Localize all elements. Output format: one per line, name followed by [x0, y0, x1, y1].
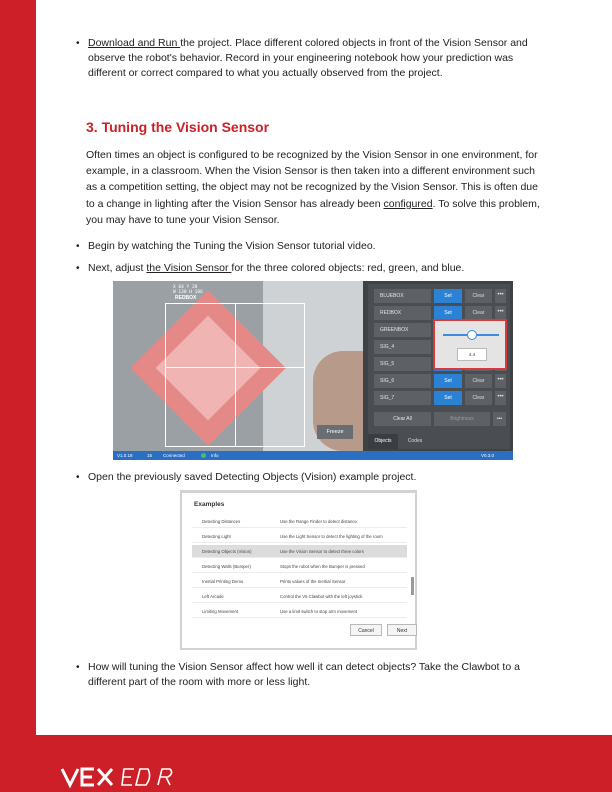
set-button[interactable]: Set: [434, 374, 462, 388]
adjust-text-post: for the three colored objects: red, green, and blue.: [231, 262, 465, 274]
set-button[interactable]: Set: [434, 289, 462, 303]
section-paragraph: [86, 147, 546, 228]
set-button[interactable]: Set: [434, 306, 462, 320]
vex-edr-logo: [60, 763, 200, 791]
connected-status-icon: [201, 453, 206, 458]
example-description: Use the Light Sensor to detect the lighting of the room: [280, 534, 383, 539]
clear-button[interactable]: Clear: [465, 374, 492, 388]
cancel-button[interactable]: Cancel: [350, 624, 382, 636]
list-item[interactable]: [192, 605, 407, 618]
status-bar: [113, 451, 513, 460]
list-item[interactable]: [192, 560, 407, 573]
signature-row-sig7: [374, 391, 506, 405]
signature-name[interactable]: BLUEBOX: [374, 289, 431, 303]
paragraph-text-2: . To solve this problem, you may have to tune your Vision Sensor.: [86, 197, 540, 226]
dialog-title: Examples: [194, 501, 225, 508]
examples-dialog-screenshot: [180, 490, 417, 650]
more-options-icon[interactable]: •••: [493, 412, 506, 426]
more-options-icon[interactable]: •••: [495, 306, 506, 320]
example-name: Left Arcade: [202, 594, 224, 599]
camera-readout: X 84 Y 28 W 130 H 106: [173, 285, 203, 295]
example-description: Use the Range Finder to detect distance: [280, 519, 357, 524]
detection-crosshair-horizontal: [165, 367, 305, 368]
example-description: Prints values of the Inertial Sensor: [280, 579, 346, 584]
status-connected: Connected: [163, 453, 185, 458]
signature-name[interactable]: SIG_5: [374, 357, 431, 371]
example-description: Use the Vision Sensor to detect three colors: [280, 549, 364, 554]
example-description: Use a limit switch to stop arm movement: [280, 609, 358, 614]
example-name: Detecting Walls (Bumper): [202, 564, 251, 569]
left-red-band: [0, 0, 36, 792]
clear-all-button[interactable]: Clear All: [374, 412, 431, 426]
section-heading: 3. Tuning the Vision Sensor: [86, 119, 270, 135]
configured-link[interactable]: configured: [383, 197, 433, 210]
signature-name[interactable]: REDBOX: [374, 306, 431, 320]
example-description: Stops the robot when the Bumper is pressed: [280, 564, 365, 569]
freeze-button[interactable]: Freeze: [317, 425, 353, 439]
clear-button[interactable]: Clear: [465, 306, 492, 320]
camera-view: [113, 281, 363, 451]
bullet-open-example: • Open the previously saved Detecting Objects (Vision) example project.: [88, 470, 548, 485]
status-version: V1.0.18: [117, 453, 133, 458]
example-name: Limiting Movement: [202, 609, 239, 614]
vision-sensor-link[interactable]: the Vision Sensor: [146, 262, 232, 274]
signature-name[interactable]: SIG_6: [374, 374, 431, 388]
examples-dialog: [182, 493, 415, 648]
brightness-button[interactable]: Brightness: [434, 412, 490, 426]
list-item[interactable]: [192, 530, 407, 543]
signature-name[interactable]: GREENBOX: [374, 323, 431, 337]
download-run-link[interactable]: Download and Run: [88, 37, 181, 49]
example-name: Inertial Printing Demo: [202, 579, 244, 584]
signature-row-sig6: [374, 374, 506, 388]
set-button[interactable]: Set: [434, 391, 462, 405]
signature-name[interactable]: SIG_4: [374, 340, 431, 354]
clear-button[interactable]: Clear: [465, 391, 492, 405]
list-item[interactable]: [192, 590, 407, 603]
example-name: Detecting Distances: [202, 519, 241, 524]
detected-object-label: REDBOX: [175, 295, 197, 301]
detection-crosshair-vertical: [235, 303, 236, 447]
status-port: 15: [147, 453, 153, 458]
signature-name[interactable]: SIG_7: [374, 391, 431, 405]
list-item[interactable]: [192, 515, 407, 528]
status-info[interactable]: Info: [211, 453, 219, 458]
more-options-icon[interactable]: •••: [495, 374, 506, 388]
status-right-version: V0.3.0: [481, 453, 495, 458]
more-options-icon[interactable]: •••: [495, 289, 506, 303]
clear-button[interactable]: Clear: [465, 289, 492, 303]
adjust-text-pre: Next, adjust: [88, 262, 147, 274]
tab-codes[interactable]: Codes: [407, 438, 423, 444]
paragraph-text-1: Often times an object is configured to be recognized by the Vision Sensor in one environment, for example, in a classroom. When the Vision Sensor is then taken into a different environment such as a competition setting, the object may not be recognized by the Vision Sensor. This is often due to a change in lighting after the Vision Sensor has already been: [86, 149, 538, 210]
tuning-slider-knob[interactable]: [467, 330, 477, 340]
tab-objects[interactable]: Objects: [368, 434, 398, 449]
example-name: Detecting Light: [202, 534, 231, 539]
next-button[interactable]: Next: [387, 624, 417, 636]
examples-list: [192, 515, 407, 619]
bullet-download-run-text: the project. Place different colored objects in front of the Vision Sensor and observe the robot's behavior. Record in your engineering notebook how your prediction was different or correct compared to what you actually observed from the project.: [88, 37, 528, 79]
example-description: Control the V5 Clawbot with the left joystick: [280, 594, 363, 599]
bullet-watch-video: • Begin by watching the Tuning the Vision Sensor tutorial video.: [88, 239, 548, 254]
tuning-value[interactable]: 4.4: [457, 348, 487, 361]
signature-panel: [368, 284, 510, 449]
signature-row-redbox: [374, 306, 506, 320]
tuning-popup: [433, 319, 507, 370]
example-name: Detecting Objects (Vision): [202, 549, 252, 554]
bullet-tuning-question: • How will tuning the Vision Sensor affect how well it can detect objects? Take the Clawbot to a different part of the room with more or less light.: [88, 660, 548, 690]
more-options-icon[interactable]: •••: [495, 391, 506, 405]
vision-utility-screenshot: [113, 281, 513, 460]
list-item[interactable]: [192, 575, 407, 588]
signature-row-bluebox: [374, 289, 506, 303]
list-scrollbar[interactable]: [411, 577, 414, 595]
bullet-adjust-sensor: [88, 261, 548, 276]
list-item-selected[interactable]: [192, 545, 407, 558]
bullet-download-run: [88, 36, 548, 81]
